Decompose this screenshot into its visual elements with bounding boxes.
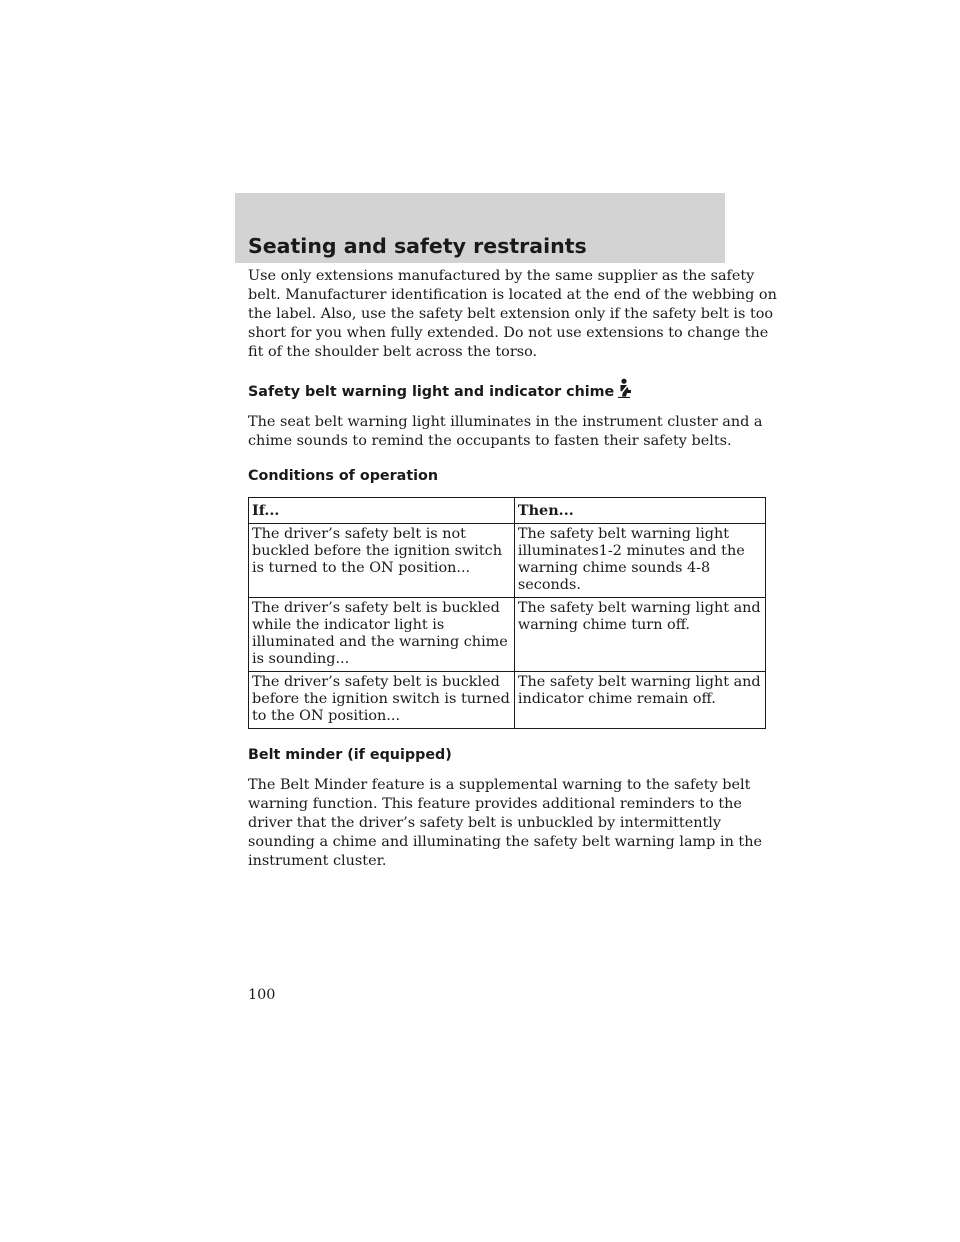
text-line: illuminated and the warning chime (252, 634, 508, 650)
page-section-title: Seating and safety restraints (248, 234, 587, 258)
text-line: sounding a chime and illuminating the safety belt warning lamp in the (248, 834, 762, 850)
text-line: seconds. (517, 577, 581, 593)
result-cell (514, 598, 765, 672)
table-header-row (249, 498, 766, 524)
page-number: 100 (248, 987, 276, 1003)
condition-cell (249, 672, 515, 729)
conditions-heading: Conditions of operation (248, 468, 439, 484)
column-header-if: If... (249, 498, 515, 524)
text-line: illuminates1-2 minutes and the (517, 543, 745, 559)
text-line: The seat belt warning light illuminates in the instrument cluster and a (248, 414, 763, 430)
text-line: indicator chime remain off. (517, 691, 716, 707)
text-line: The driver’s safety belt is not (252, 526, 466, 542)
table-row (249, 598, 766, 672)
text-line: is turned to the ON position... (252, 560, 471, 576)
text-line: The driver’s safety belt is buckled (252, 600, 500, 616)
text-line: the label. Also, use the safety belt extension only if the safety belt is too (248, 306, 774, 322)
text-line: while the indicator light is (252, 617, 445, 633)
text-line: fit of the shoulder belt across the torso. (248, 344, 538, 360)
table-row (249, 524, 766, 598)
warning-light-heading (248, 378, 726, 401)
text-line: driver that the driver’s safety belt is unbuckled by intermittently (248, 815, 722, 831)
text-line: belt. Manufacturer identification is located at the end of the webbing on (248, 287, 777, 303)
page-content (248, 267, 777, 887)
result-cell (514, 524, 765, 598)
text-line: The safety belt warning light and (517, 674, 761, 690)
text-line: is sounding... (252, 651, 350, 667)
text-line: The safety belt warning light (517, 526, 730, 542)
result-cell (514, 672, 765, 729)
text-line: instrument cluster. (248, 853, 387, 869)
text-line: warning chime sounds 4-8 (517, 560, 711, 576)
condition-cell (249, 598, 515, 672)
belt-minder-paragraph (248, 776, 762, 871)
column-header-then: Then... (514, 498, 765, 524)
text-line: warning function. This feature provides additional reminders to the (248, 796, 742, 812)
text-line: The Belt Minder feature is a supplemental warning to the safety belt (248, 777, 751, 793)
text-line: warning chime turn off. (517, 617, 690, 633)
condition-cell (249, 524, 515, 598)
text-line: before the ignition switch is turned (252, 691, 510, 707)
text-line: The safety belt warning light and (517, 600, 761, 616)
intro-paragraph (248, 267, 777, 362)
text-line: chime sounds to remind the occupants to fasten their safety belts. (248, 433, 732, 449)
text-line: short for you when fully extended. Do not use extensions to change the (248, 325, 769, 341)
belt-minder-heading: Belt minder (if equipped) (248, 747, 452, 763)
table-row (249, 672, 766, 729)
text-line: to the ON position... (252, 708, 401, 724)
warning-light-heading-text: Safety belt warning light and indicator chime (248, 384, 615, 400)
text-line: buckled before the ignition switch (252, 543, 502, 559)
text-line: Use only extensions manufactured by the same supplier as the safety (248, 268, 755, 284)
warning-light-paragraph (248, 413, 763, 451)
seatbelt-warning-icon (616, 378, 632, 398)
conditions-table (248, 497, 766, 729)
text-line: The driver’s safety belt is buckled (252, 674, 500, 690)
